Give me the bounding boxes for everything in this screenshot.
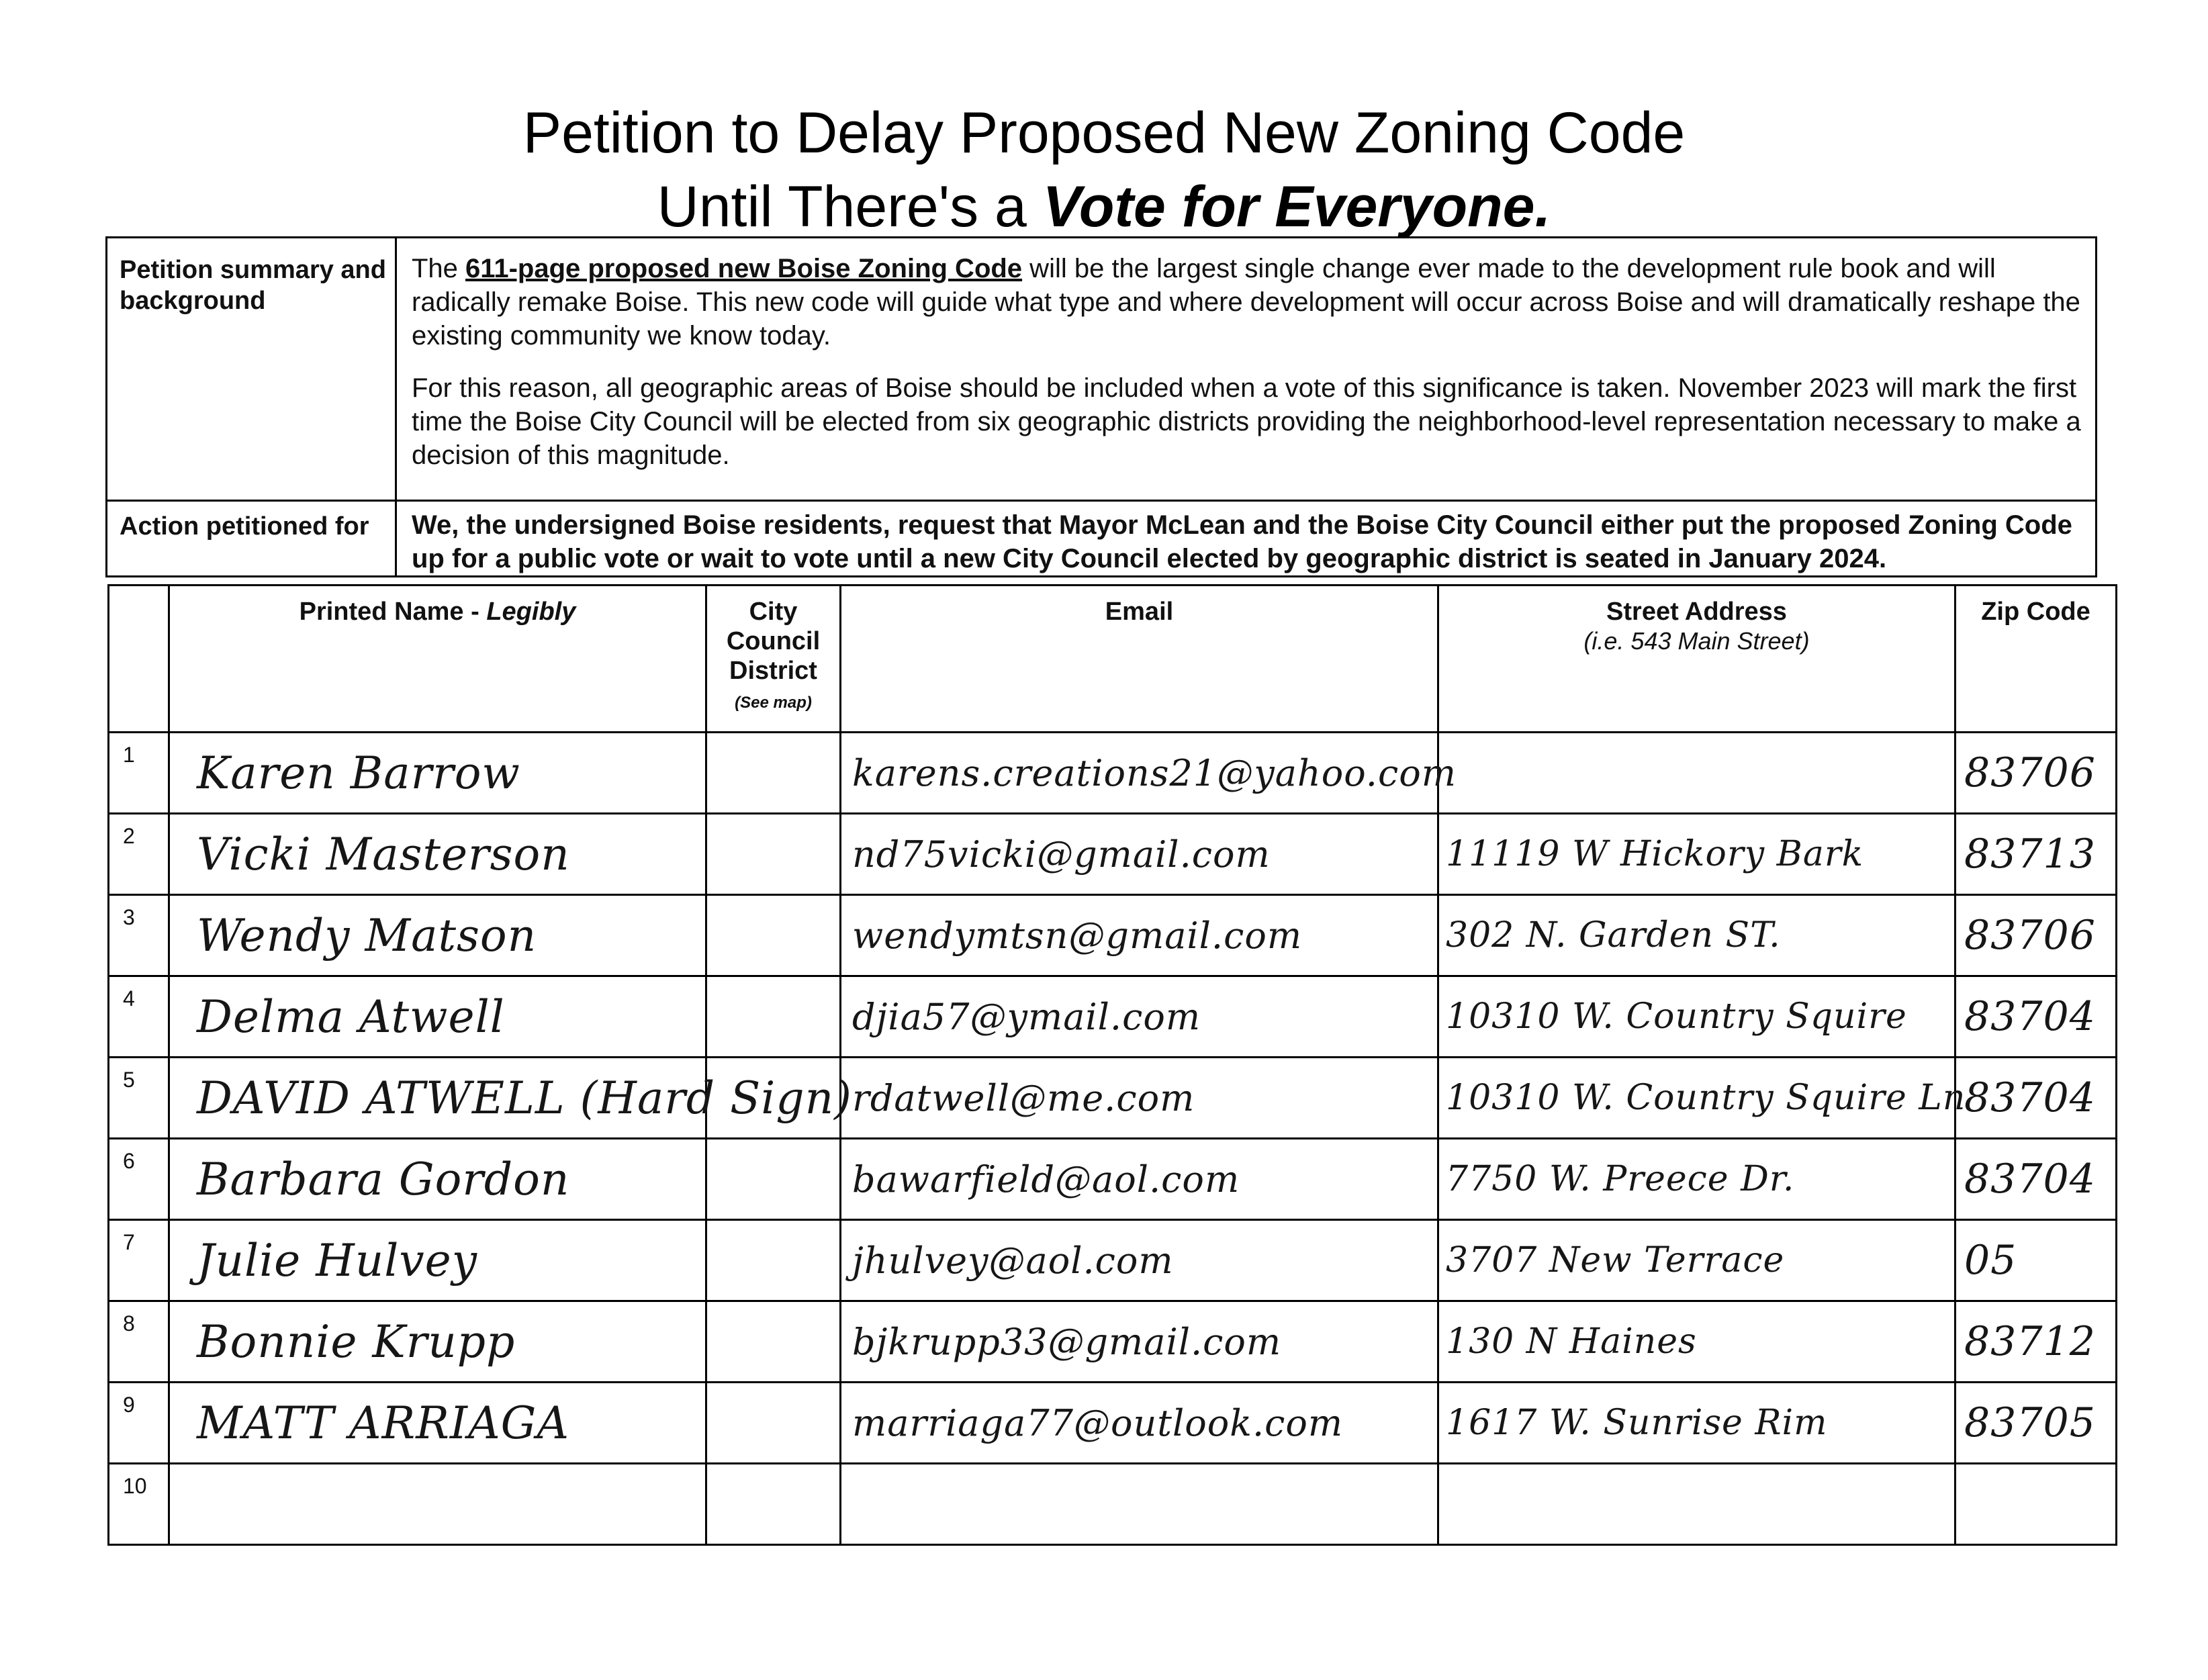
street-address: 7750 W. Preece Dr. [1446, 1159, 1795, 1199]
signer-email: wendymtsn@gmail.com [852, 914, 1303, 957]
row-number: 4 [123, 986, 135, 1011]
signer-name: Vicki Masterson [197, 828, 570, 880]
city-council-district [707, 1397, 734, 1449]
row-number: 8 [123, 1311, 135, 1336]
address-header: Street Address (i.e. 543 Main Street) [1438, 586, 1956, 733]
street-address-cell [1438, 1301, 1956, 1383]
summary-p1-prefix: The [412, 254, 466, 283]
row-number: 6 [123, 1149, 135, 1173]
city-council-district-cell [706, 1464, 841, 1545]
signer-email-cell [841, 1301, 1438, 1383]
row-number: 9 [123, 1393, 135, 1417]
zip-code: 05 [1964, 1237, 2017, 1284]
zip-code-cell [1956, 733, 2117, 814]
zoning-code-link[interactable]: 611-page proposed new Boise Zoning Code [465, 254, 1023, 283]
street-address-cell [1438, 1464, 1956, 1545]
zip-code: 83706 [1964, 912, 2096, 959]
zip-code: 83704 [1964, 1156, 2096, 1203]
row-number: 3 [123, 905, 135, 929]
table-row [109, 1464, 2117, 1545]
zip-header: Zip Code [1956, 586, 2117, 733]
city-council-district-cell [706, 976, 841, 1058]
signer-name-cell [169, 895, 706, 976]
zip-code-cell [1956, 1464, 2117, 1545]
zip-code-cell [1956, 976, 2117, 1058]
signer-name-cell [169, 1301, 706, 1383]
signature-header-row [109, 586, 2117, 733]
signer-email-cell [841, 895, 1438, 976]
city-council-district [707, 829, 734, 880]
street-address-cell [1438, 814, 1956, 895]
row-number-cell [109, 814, 169, 895]
zip-code: 83704 [1964, 1074, 2096, 1121]
signer-email-cell [841, 1058, 1438, 1139]
city-council-district-cell [706, 814, 841, 895]
city-council-district-cell [706, 1220, 841, 1301]
signer-name: Wendy Matson [197, 909, 537, 962]
city-council-district-cell [706, 733, 841, 814]
row-number-cell [109, 1383, 169, 1464]
zip-code-cell [1956, 1383, 2117, 1464]
table-row [109, 1058, 2117, 1139]
district-header: City Council District (See map) [706, 586, 841, 733]
zip-code: 83713 [1964, 831, 2096, 878]
table-row [109, 1301, 2117, 1383]
city-council-district [707, 1316, 734, 1368]
signer-name: Delma Atwell [197, 990, 505, 1043]
city-council-district-cell [706, 1058, 841, 1139]
summary-paragraph-1 [412, 252, 2082, 353]
summary-label: Petition summary and background [107, 238, 396, 501]
street-address: 3707 New Terrace [1446, 1240, 1785, 1280]
signer-name: MATT ARRIAGA [197, 1397, 570, 1449]
street-address: 10310 W. Country Squire [1446, 996, 1907, 1037]
address-note: (i.e. 543 Main Street) [1583, 627, 1810, 655]
signer-email-cell [841, 1464, 1438, 1545]
street-address-cell [1438, 1139, 1956, 1220]
street-address: 1617 W. Sunrise Rim [1446, 1403, 1828, 1443]
city-council-district [707, 1235, 734, 1287]
petition-title-line2 [0, 173, 2208, 240]
street-address: 11119 W Hickory Bark [1446, 834, 1864, 874]
signature-table [107, 584, 2117, 1546]
street-address: 302 N. Garden ST. [1446, 915, 1781, 955]
table-row [109, 733, 2117, 814]
zip-code: 83706 [1964, 749, 2096, 796]
signer-name-cell [169, 1058, 852, 1139]
city-council-district-cell [706, 1139, 841, 1220]
signer-name-cell [169, 1220, 706, 1301]
zip-code-cell [1956, 814, 2117, 895]
summary-p1-rest: will be the largest single change ever made to the development rule book and will radically remake Boise. This new code will guide what type and where development will occur across Boise and will dramatically reshape the existing community we know today. [412, 254, 2080, 351]
row-number-cell [109, 1301, 169, 1383]
table-row [109, 814, 2117, 895]
signer-name-cell [169, 1383, 706, 1464]
street-address-cell [1438, 1383, 1956, 1464]
signer-email: bjkrupp33@gmail.com [852, 1320, 1282, 1363]
table-row [109, 895, 2117, 976]
city-council-district [707, 747, 734, 799]
zip-code [1956, 1481, 1964, 1528]
table-row [109, 976, 2117, 1058]
signer-name: Barbara Gordon [197, 1153, 570, 1205]
zip-code-cell [1956, 1139, 2117, 1220]
row-number-cell [109, 976, 169, 1058]
city-council-district [707, 910, 734, 962]
signer-name: Julie Hulvey [197, 1234, 478, 1287]
street-address-cell [1438, 1058, 1966, 1139]
signer-name-cell [169, 1139, 706, 1220]
street-address-cell [1438, 976, 1956, 1058]
row-number-header [109, 586, 169, 733]
row-number-cell [109, 1464, 169, 1545]
city-council-district [707, 1154, 734, 1205]
signer-name-cell [169, 733, 706, 814]
petition-info-table [105, 236, 2097, 577]
signer-email-cell [841, 1383, 1438, 1464]
signer-email-cell [841, 733, 1457, 814]
signer-email [841, 1483, 852, 1526]
city-council-district [707, 1072, 734, 1124]
city-council-district-cell [706, 895, 841, 976]
signer-email-cell [841, 1220, 1438, 1301]
street-address: 10310 W. Country Squire Ln [1446, 1078, 1966, 1118]
street-address-cell [1438, 1220, 1956, 1301]
table-row [109, 1220, 2117, 1301]
zip-code: 83704 [1964, 993, 2096, 1040]
title-emphasis: Vote for Everyone. [1042, 175, 1551, 239]
table-row [109, 1139, 2117, 1220]
zip-code-cell [1956, 1058, 2117, 1139]
signer-email: nd75vicki@gmail.com [852, 833, 1271, 876]
zip-code-cell [1956, 1220, 2117, 1301]
row-number: 2 [123, 824, 135, 848]
signer-name: Karen Barrow [197, 747, 520, 799]
city-council-district-cell [706, 1301, 841, 1383]
signer-email: djia57@ymail.com [852, 995, 1201, 1038]
row-number: 10 [123, 1474, 147, 1498]
summary-text [396, 238, 2097, 501]
row-number: 5 [123, 1068, 135, 1092]
street-address: 130 N Haines [1446, 1321, 1697, 1362]
summary-paragraph-2: For this reason, all geographic areas of Boise should be included when a vote of this significance is taken. November 2023 will mark the first time the Boise City Council will be elected from six geographic districts providing the neighborhood-level representation necessary to make a decision of this magnitude. [412, 373, 2081, 470]
table-row [109, 1383, 2117, 1464]
city-council-district-cell [706, 1383, 841, 1464]
title-prefix: Until There's a [657, 175, 1043, 239]
zip-code: 83705 [1964, 1399, 2096, 1446]
signer-email: rdatwell@me.com [852, 1076, 1195, 1119]
signer-email-cell [841, 814, 1438, 895]
signer-email: marriaga77@outlook.com [852, 1401, 1344, 1444]
city-council-district [707, 991, 734, 1043]
signer-email-cell [841, 976, 1438, 1058]
street-address [1439, 753, 1446, 793]
signer-email: bawarfield@aol.com [852, 1158, 1240, 1201]
signer-name: Bonnie Krupp [197, 1315, 516, 1368]
petition-title-line1: Petition to Delay Proposed New Zoning Code [522, 101, 1686, 165]
row-number-cell [109, 1220, 169, 1301]
action-text: We, the undersigned Boise residents, request that Mayor McLean and the Boise City Council either put the proposed Zoning Code up for a public vote or wait to vote until a new City Council elected by geographic district is seated in January 2024. [396, 501, 2097, 577]
row-number: 1 [123, 743, 135, 767]
street-address-cell [1438, 895, 1956, 976]
city-council-district [707, 1479, 734, 1530]
row-number: 7 [123, 1230, 135, 1254]
street-address-cell [1438, 733, 1956, 814]
row-number-cell [109, 1058, 169, 1139]
district-note: (See map) [735, 694, 812, 712]
name-header: Printed Name - Legibly [169, 586, 706, 733]
zip-code-cell [1956, 1301, 2117, 1383]
zip-code-cell [1956, 895, 2117, 976]
row-number-cell [109, 1139, 169, 1220]
signer-name-cell [169, 976, 706, 1058]
signer-email-cell [841, 1139, 1438, 1220]
signer-name [170, 1479, 197, 1530]
signer-email: jhulvey@aol.com [852, 1239, 1174, 1282]
zip-code: 83712 [1964, 1318, 2096, 1365]
signer-name: DAVID ATWELL (Hard Sign) [197, 1072, 852, 1124]
signer-email: karens.creations21@yahoo.com [852, 751, 1457, 794]
street-address [1439, 1484, 1446, 1524]
email-header: Email [841, 586, 1438, 733]
row-number-cell [109, 733, 169, 814]
row-number-cell [109, 895, 169, 976]
signer-name-cell [169, 814, 706, 895]
signer-name-cell [169, 1464, 706, 1545]
action-label: Action petitioned for [107, 501, 396, 577]
